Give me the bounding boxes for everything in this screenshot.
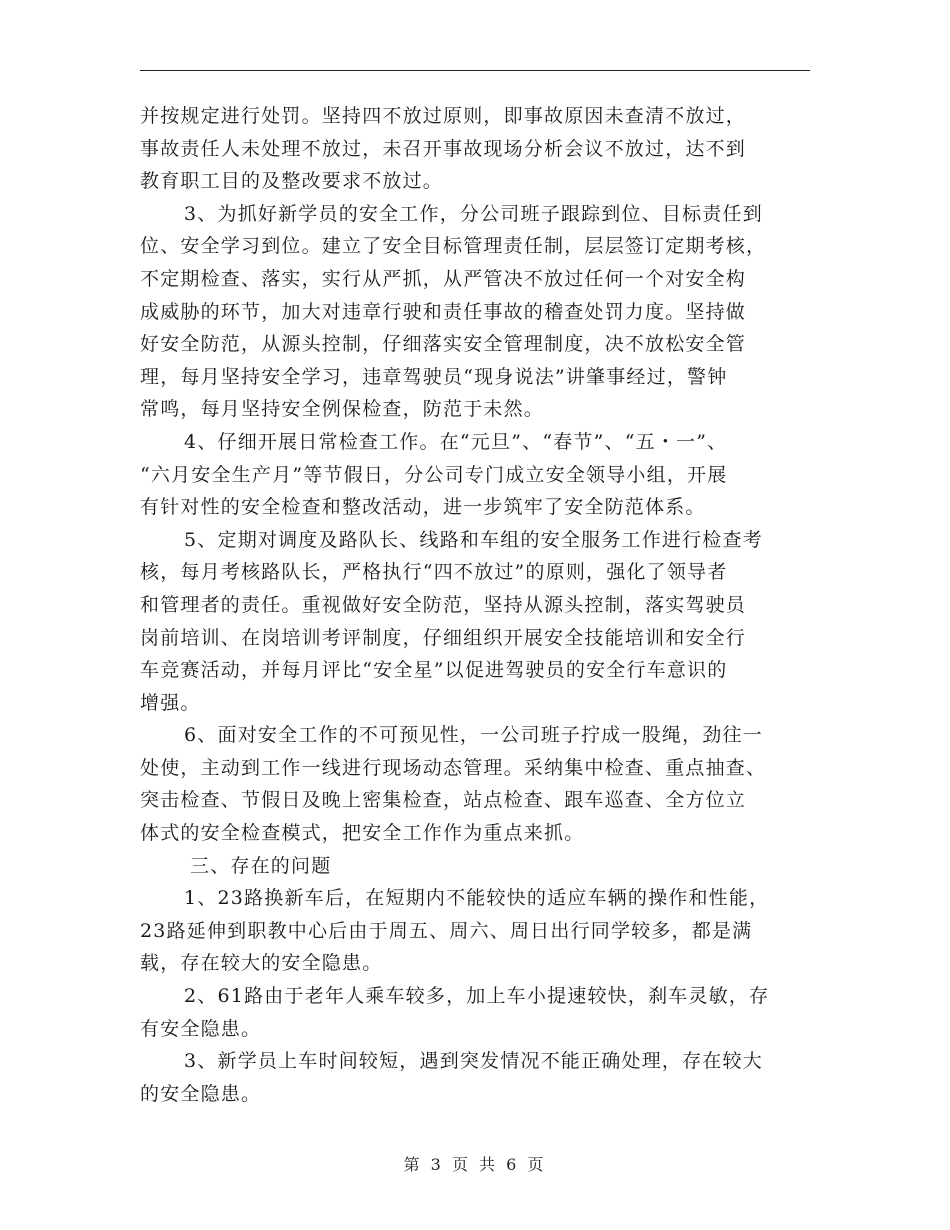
body-line: 常鸣，每月坚持安全例保检查，防范于未然。 <box>140 398 545 421</box>
body-line: 体式的安全检查模式，把安全工作作为重点来抓。 <box>140 822 585 845</box>
body-line: 有针对性的安全检查和整改活动，进一步筑牢了安全防范体系。 <box>140 496 706 519</box>
body-line: 核，每月考核路队长，严格执行“四不放过”的原则，强化了领导者 <box>140 561 728 584</box>
body-line: 23路延伸到职教中心后由于周五、周六、周日出行同学较多，都是满 <box>140 919 753 942</box>
page-number: 第 3 页 共 6 页 <box>403 1155 547 1174</box>
body-line: 有安全隐患。 <box>140 1017 262 1040</box>
body-line: 成威胁的环节，加大对违章行驶和责任事故的稽查处罚力度。坚持做 <box>140 300 747 323</box>
body-line: 处使，主动到工作一线进行现场动态管理。采纳集中检查、重点抽查、 <box>140 756 767 779</box>
body-line: 并按规定进行处罚。坚持四不放过原则，即事故原因未查清不放过， <box>140 105 747 127</box>
body-line: 车竞赛活动，并每月评比“安全星”以促进驾驶员的安全行车意识的 <box>140 659 728 682</box>
document-body <box>140 100 810 1110</box>
body-line: 好安全防范，从源头控制，仔细落实安全管理制度，决不放松安全管 <box>140 333 747 356</box>
body-line: 增强。 <box>140 691 201 714</box>
paragraph-start: 3、为抓好新学员的安全工作，分公司班子跟踪到位、目标责任到 <box>184 202 763 225</box>
paragraph-start: 3、新学员上车时间较短，遇到突发情况不能正确处理，存在较大 <box>184 1050 763 1073</box>
paragraph-start: 2、61路由于老年人乘车较多，加上车小提速较快，刹车灵敏，存 <box>184 985 770 1008</box>
paragraph-start: 5、定期对调度及路队长、线路和车组的安全服务工作进行检查考 <box>184 528 763 551</box>
header-rule <box>140 70 810 71</box>
paragraph-start: 6、面对安全工作的不可预见性，一公司班子拧成一股绳，劲往一 <box>184 724 763 747</box>
body-line: 和管理者的责任。重视做好安全防范，坚持从源头控制，落实驾驶员 <box>140 593 747 616</box>
body-line: 位、安全学习到位。建立了安全目标管理责任制，层层签订定期考核， <box>140 235 767 258</box>
body-line: 载，存在较大的安全隐患。 <box>140 952 383 975</box>
body-line: 不定期检查、落实，实行从严抓，从严管决不放过任何一个对安全构 <box>140 267 747 290</box>
body-line: “六月安全生产月”等节假日，分公司专门成立安全领导小组，开展 <box>140 463 728 486</box>
paragraph-start: 1、23路换新车后，在短期内不能较快的适应车辆的操作和性能， <box>184 887 770 910</box>
body-line: 突击检查、节假日及晚上密集检查，站点检查、跟车巡查、全方位立 <box>140 789 747 812</box>
body-line: 理，每月坚持安全学习，违章驾驶员“现身说法”讲肇事经过，警钟 <box>140 365 728 388</box>
section-heading: 三、存在的问题 <box>190 854 332 877</box>
body-line: 教育职工目的及整改要求不放过。 <box>140 170 444 193</box>
body-line: 事故责任人未处理不放过，未召开事故现场分析会议不放过，达不到 <box>140 137 747 160</box>
paragraph-start: 4、仔细开展日常检查工作。在“元旦”、“春节”、“五・一”、 <box>184 430 728 453</box>
body-line: 的安全隐患。 <box>140 1082 262 1105</box>
body-line: 岗前培训、在岗培训考评制度，仔细组织开展安全技能培训和安全行 <box>140 626 747 649</box>
